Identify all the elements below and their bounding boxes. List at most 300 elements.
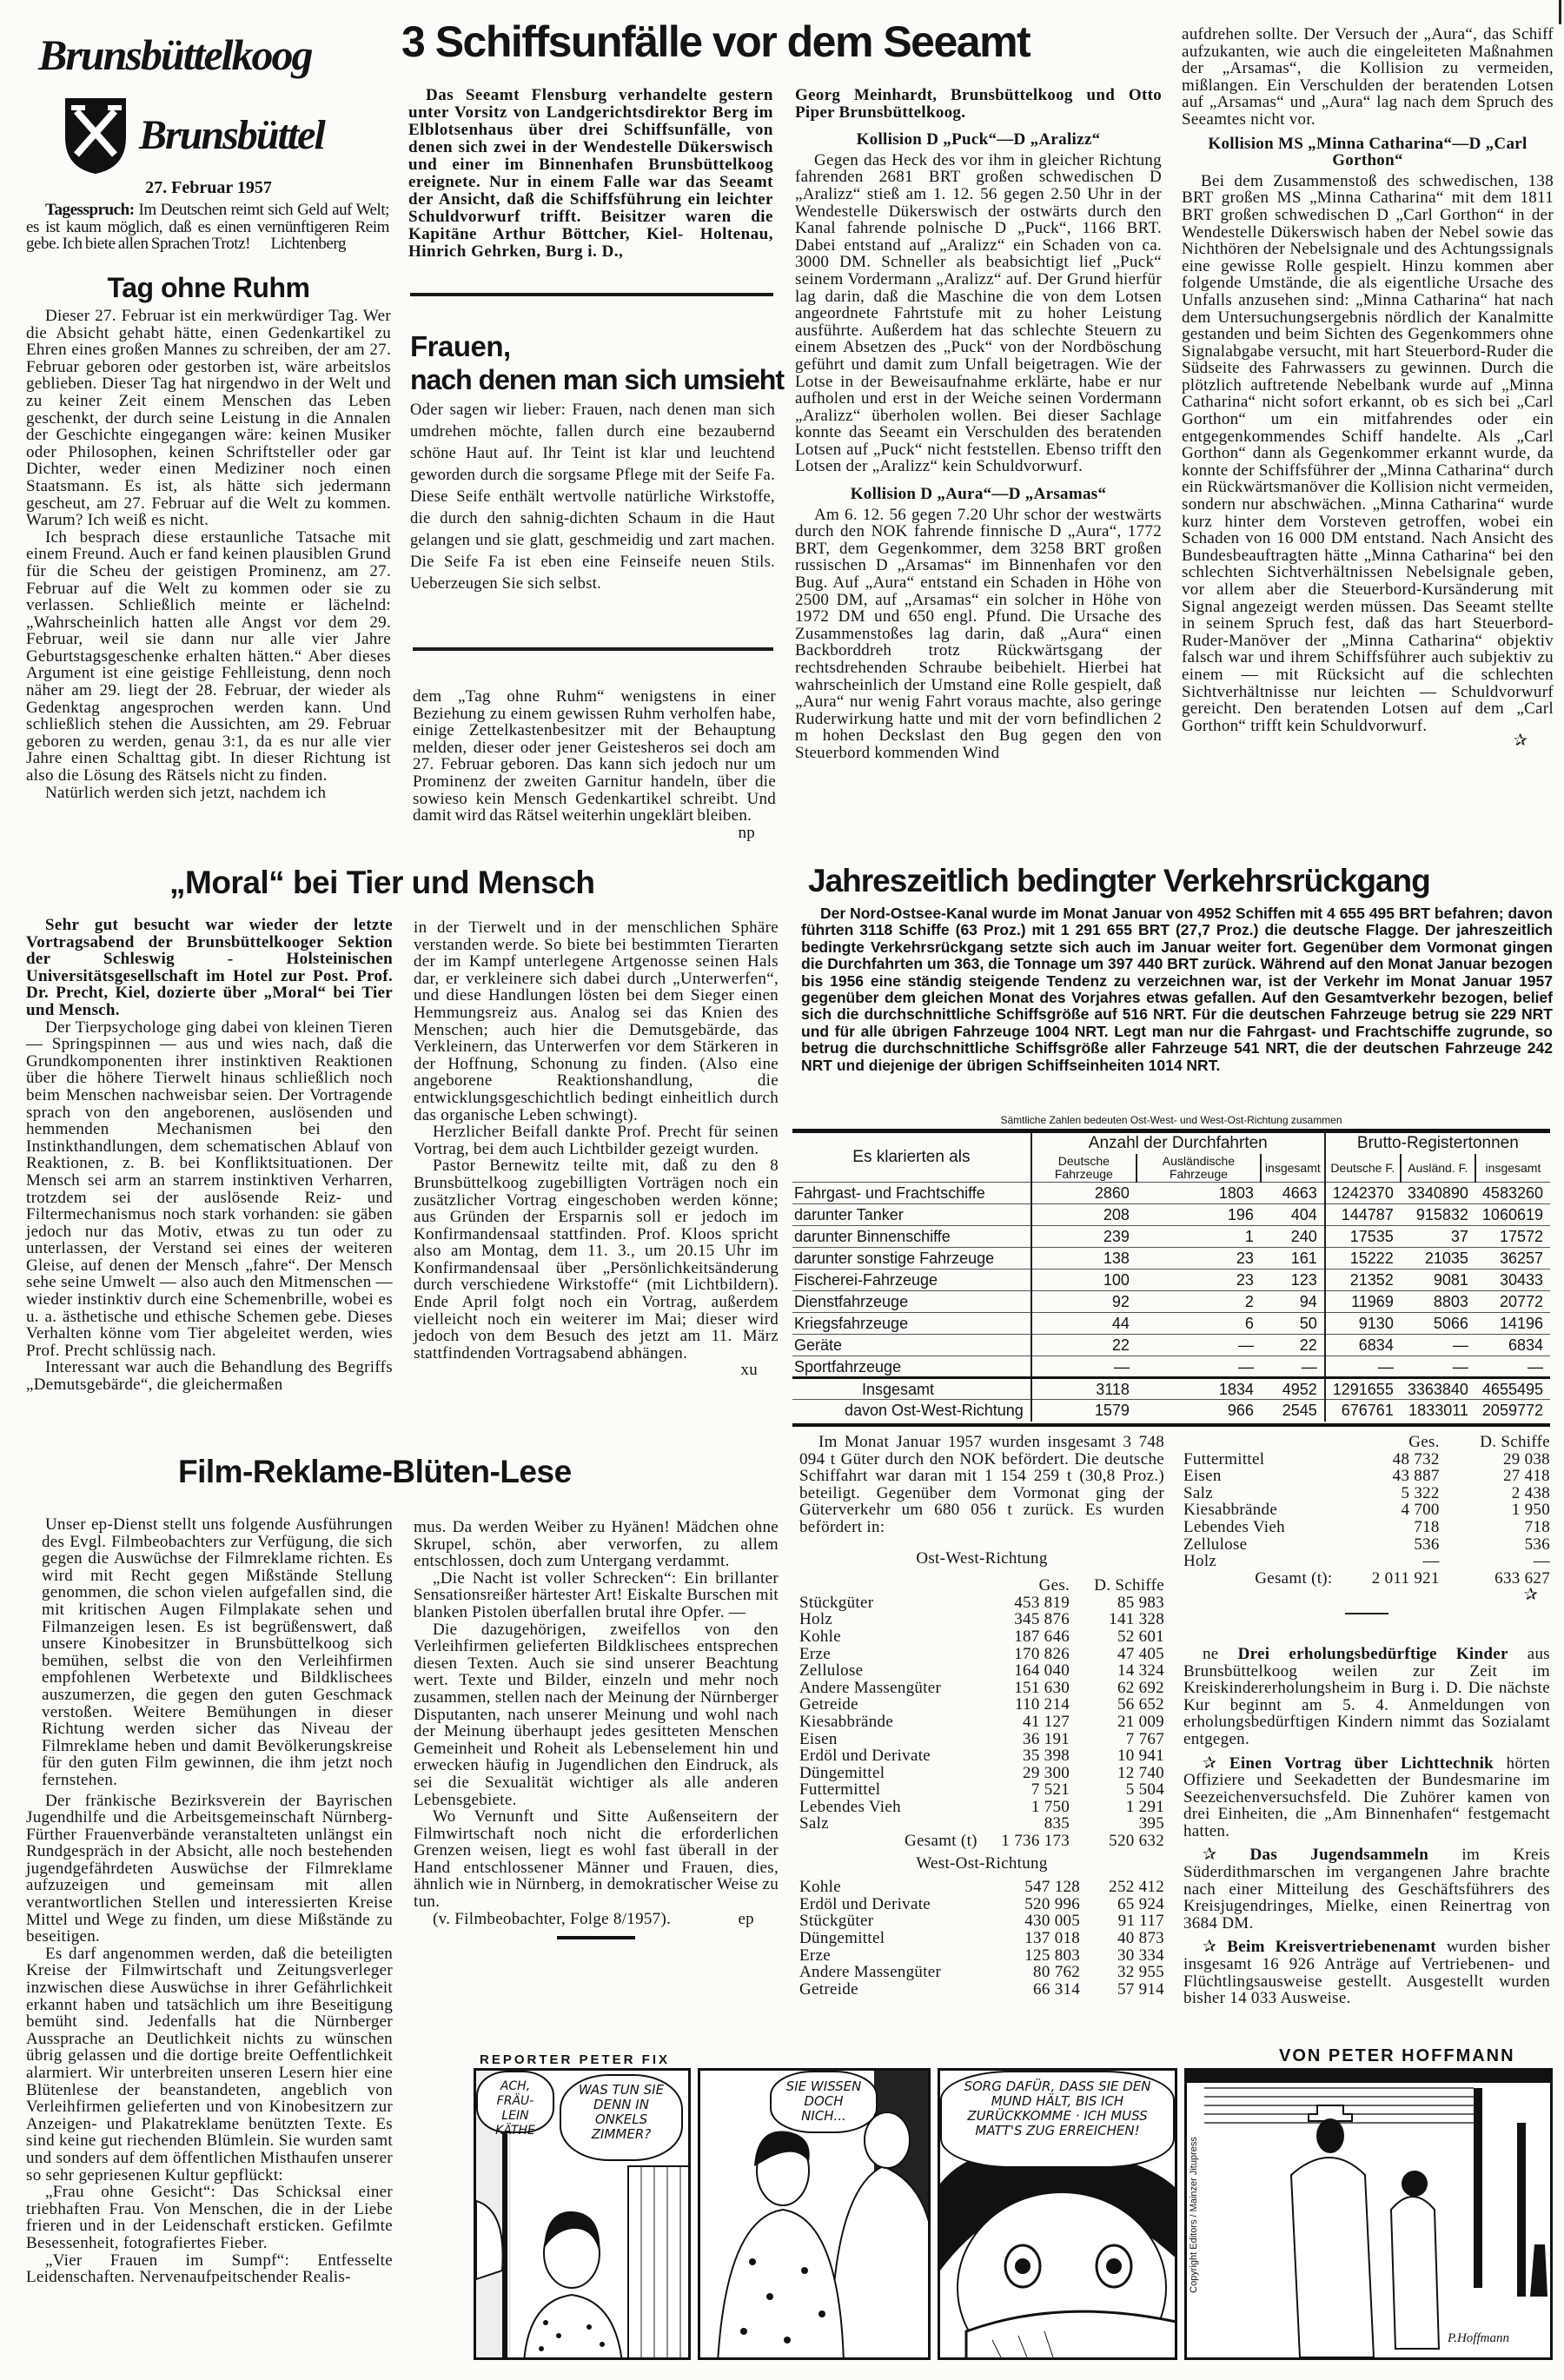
item-value: 187 646 [1014,1627,1070,1646]
item-value: 80 762 [1033,1963,1081,1982]
subheading: Kollision MS „Minna Catharina“—D „Carl Gorthon“ [1208,134,1528,170]
item-value: 43 887 [1392,1467,1440,1486]
statistics-table [792,1114,1550,1427]
paragraph: Wo Vernunft und Sitte Außenseitern der Filmwirtschaft noch nicht die erforderlichen Grenzen weisen, liegt es wohl fast überall in der Hand entschlossener Männer und Frauen, dies, ähnlich wie in Nürnberg, in demokratischer Weise zu tun. [414,1807,779,1912]
item-value: 57 914 [1117,1979,1164,1999]
item-name: Erdöl und Derivate [799,1894,931,1913]
item-value: 85 983 [1117,1593,1164,1612]
item-name: Stückgüter [799,1912,874,1931]
paragraph: „Frau ohne Gesicht“: Das Schicksal einer triebhaften Frau. Von Menschen, die in der Liebe frieren und in der Leidenschaft ersticken. Gefilmte Besessenheit, fotografiertes Fieber. [26,2183,393,2252]
paragraph: dem „Tag ohne Ruhm“ wenigstens in einer Beziehung zu einem gewissen Ruhm verholfen habe, einige Zettelkastenbesitzer mit der Behauptung melden, dieser oder jener Geistesheros sei doch am 27. Februar geboren. Das kann sich jedoch nur um Prominenz der zweiten Garnitur handeln, über die sowieso kein Mensch Gedenkartikel schreibt. Und damit wird das Rätsel weiterhin ungeklärt bleiben. [413,687,776,825]
item-value: 520 996 [1024,1894,1081,1913]
row-label: darunter Binnenschiffe [792,1226,1031,1248]
item-value: 345 876 [1014,1610,1070,1629]
advertisement-fa-soap [410,330,784,595]
news-item [1183,1755,1550,1840]
comic-author: VON PETER HOFFMANN [1279,2046,1515,2065]
table-cell: 1242370 [1325,1183,1401,1204]
item-name: Andere Massengüter [799,1678,942,1697]
paragraph: Es darf angenommen werden, daß die beteiligten Kreise der Filmwirtschaft und Zeitungsverleger inzwischen diese Auswüchse in ihrer Gefährlichkeit erkannt haben und tatsächlich um ihre Beseitigung bemüht sind. Jedenfalls hat die Nürnberger Aussprache an Deutlichkeit nichts zu wünschen übrig gelassen und die dortige breite Oeffentlichkeit alarmiert. Wir unterbreiten unseren Lesern hier eine Blütenlese der beanstandeten, angeblich von Verleihfirmen gelieferten und von Kinobesitzern zur Anzeigen- und Plakatreklame benützten Texte. Es sind keine gut riechenden Blümlein. Sie wurden samt und sonders auf dem öffentlichen Misthaufen unserer so sehr gepriesenen Kultur gepflückt: [26,1944,393,2184]
column-header: Ges. [1038,1576,1070,1595]
list-item [799,1646,1164,1663]
list-item [799,1964,1164,1981]
item-value: 47 405 [1117,1644,1164,1663]
item-value: 7 767 [1125,1729,1164,1748]
item-name: Kiesabbrände [1183,1501,1278,1520]
list-item [799,1628,1164,1646]
row-label: Geräte [792,1335,1031,1356]
table-cell: 17572 [1475,1226,1550,1248]
comic-panel-2 [698,2068,931,2360]
item-value: 4 700 [1401,1501,1440,1520]
artist-signature: P.Hoffmann [1448,2331,1509,2345]
gueter-article-col2 [1183,1434,1550,2014]
item-name: Zellulose [1183,1535,1248,1554]
table-cell: 915832 [1401,1204,1475,1226]
table-cell: — [1261,1356,1325,1378]
table-cell: 138 [1031,1248,1137,1270]
traffic-table [792,1133,1550,1422]
news-text: hörten Offiziere und Seekadetten der Bundesmarine im Seezeichenversuchsfeld. Die Zuhörer kamen von drei Einheiten, die „Am Binnenhafen“ festgemacht hatten. [1183,1754,1550,1840]
table-row [792,1226,1550,1248]
table-cell: 8803 [1401,1291,1475,1313]
item-value: 151 630 [1014,1678,1070,1697]
item-name: Andere Massengüter [799,1963,942,1982]
article-film-col2 [414,1519,779,1948]
list-item [1183,1536,1550,1554]
list-item [1183,1485,1550,1502]
list-item [799,1594,1164,1612]
item-value: — [1422,1552,1440,1571]
table-cell: 6834 [1325,1335,1401,1356]
masthead-title-line2: Brunsbüttel [139,112,324,158]
subheading: Kollision D „Puck“—D „Aralizz“ [856,130,1101,149]
headline-film-reklame: Film-Reklame-Blüten-Lese [178,1454,572,1489]
table-row [792,1400,1550,1422]
table-cell: 50 [1261,1313,1325,1335]
paragraph: Bei dem Zusammenstoß des schwedischen, 138 BRT großen MS „Minna Catharina“ mit dem 1811 BRT großen schwedischen D „Carl Gorthon“ in der Wendestelle Dükerswisch haben der Nebel sowie das Nichthören der Nebelsignale und des Achtungssignals eine gewisse Rolle gespielt. Hinzu kommen aber folgende Umstände, die als eigentliche Ursache des Unfalls anzusehen sind: „Minna Catharina“ hat nach dem Untersuchungsergebnis nördlich der Kanalmitte gestanden und beim Sichten des Gegenkommers ohne Signalabgabe versucht, mit hart Steuerbord-Ruder die Südseite des Fahrwassers zu gewinnen. Durch die plötzlich auftretende Nebelbank wurde auf „Minna Catharina“ nicht sofort erkannt, ob es sich bei „Carl Gorthon“ um ein mitfahrendes oder ein entgegenkommendes Schiff handelte. Als „Carl Gorthon“ dann als Gegenkommer erkannt wurde, da konnte der Schiffsführer der „Minna Catharina“ durch ein Rückwärtsmanöver die Kollision nicht vermeiden, sondern nur abschwächen. „Minna Catharina“ wurde kurz hinter dem Vorsteven getroffen, wobei ein Schaden von 16 000 DM entstand. Nach Ansicht des Bundesbeauftragten hätte „Minna Catharina“ bei den schlechten Sichtverhältnissen Nebelsignale geben, vor allem aber die Steuerbord-Kursänderung mit Signal angezeigt werden müssen. Das Seeamt stellte in seinem Spruch fest, daß das hart Steuerbord-Ruder-Manöver der „Minna Catharina“ objektiv falsch war und ihrem Schiffsführer auch subjektiv zu einem — mit Rücksicht auf die schlechten Sichtverhältnisse nur leichten — Schuldvorwurf gereicht. Den beratenden Lotsen auf dem „Carl Gorthon“ trifft kein Schuldvorwurf. [1182,171,1554,735]
author-initials: xu [740,1361,758,1380]
item-name: Holz [799,1610,833,1629]
tagesspruch-author: Lichtenberg [270,235,346,254]
paragraph: Der fränkische Bezirksverein der Bayrischen Jugendhilfe und die Arbeitsgemeinschaft Nürnberg-Fürther Frauenverbände veranstalteten unlängst ein Rundgespräch in der Absicht, alle noch bestehenden jugendgefährdeten Auswüchse der Filmreklame aufzuzeigen und gemeinsam mit allen verantwortlichen Stellen und interessierten Kreise Mittel und Wege zu finden, um diese Mißstände zu beseitigen. [26,1791,393,1946]
news-bold: Beim Kreisvertriebenenamt [1227,1938,1436,1957]
table-cell: 1291655 [1325,1378,1401,1400]
table-cell: 4655495 [1475,1378,1550,1400]
table-group-header: Anzahl der Durchfahrten [1031,1133,1325,1154]
item-value: 125 803 [1024,1946,1081,1965]
item-name: Stückgüter [799,1593,874,1612]
star-icon: ✰ [1523,1586,1538,1605]
table-cell: 9130 [1325,1313,1401,1335]
table-cell: 208 [1031,1204,1137,1226]
item-value: 835 [1044,1814,1070,1833]
table-cell: 1579 [1031,1400,1137,1422]
paragraph: „Vier Frauen im Sumpf“: Entfesselte Leidenschaften. Nervenaufpeitschender Realis- [26,2251,393,2287]
table-cell: — [1475,1356,1550,1378]
table-cell: 2860 [1031,1183,1137,1204]
comic-title: REPORTER PETER FIX [480,2052,671,2067]
item-value: 65 924 [1117,1894,1164,1913]
masthead [35,26,382,174]
news-item [1183,1939,1550,2006]
table-cell: — [1031,1356,1137,1378]
item-value: — [1533,1552,1550,1571]
item-value: 12 740 [1117,1763,1164,1782]
ad-title-line2: nach denen man sich umsieht [410,364,784,395]
table-cell: 404 [1261,1204,1325,1226]
article-tag-ohne-ruhm [26,271,391,801]
table-cell: 92 [1031,1291,1137,1313]
table-row [792,1291,1550,1313]
table-cell: 94 [1261,1291,1325,1313]
list-item [799,1947,1164,1965]
news-text: im Kreis Süderdithmarschen im vergangenen Jahre brachte nach einer Mitteilung des Geschäftsführers des Kreisjugendringes, Mielke, einen Reinertrag von 3684 DM. [1183,1846,1550,1933]
table-cell: 44 [1031,1313,1137,1335]
table-column-header: Deutsche F. [1325,1154,1401,1183]
item-name: Düngemittel [799,1763,885,1782]
ad-text: Oder sagen wir lieber: Frauen, nach denen man sich umdrehen möchte, fallen durch eine bezaubernd schöne Haut auf. Ihr Teint ist klar und leuchtend geworden durch die sorgsame Pflege mit der Seife Fa. Diese Seife enthält wertvolle natürliche Wirkstoffe, die durch den sahnig-dichten Schaum in die Haut gelangen und sie glatt, geschmeidig und zart machen. Die Seife Fa ist eben eine Feinseife neuen Stils. Ueberzeugen Sie sich selbst. [410,401,775,593]
item-name: Lebendes Vieh [1183,1517,1285,1536]
table-column-header: Ausländ. F. [1401,1154,1475,1183]
item-value: 164 040 [1014,1661,1070,1681]
table-cell: 1 [1137,1226,1261,1248]
item-name: Salz [1183,1483,1213,1502]
table-cell: 22 [1031,1335,1137,1356]
paragraph: Pastor Bernewitz teilte mit, daß zu den 8 Brunsbüttelkoog zugebilligten Vorträgen noch ein zusätzlicher Vortrag eingeschoben werden könne; aus Gründen der Ersparnis soll er jedoch im Konfirmandensaal stattfinden. Prof. Kloos spricht also am Montag, dem 11. 3., um 20.15 Uhr im Konfirmandensaal über „Persönlichkeitsänderung durch verschiedene Wirkstoffe“ (mit Lichtbildern). Ende April folgt noch ein Vortrag, außerdem vielleicht noch ein weiterer im Mai; dieser wird jedoch von dem Besuch des jetzt am 11. März stattfindenden Vortragsabend abhängen. [414,1157,779,1362]
table-cell: 3340890 [1401,1183,1475,1204]
table-cell: 23 [1137,1270,1261,1291]
list-item [799,1662,1164,1680]
item-value: 1 291 [1125,1797,1164,1816]
news-item [1183,1846,1550,1932]
item-value: 252 412 [1109,1878,1164,1897]
item-value: 547 128 [1024,1878,1081,1897]
table-cell: 123 [1261,1270,1325,1291]
paragraph: Gegen das Heck des vor ihm in gleicher Richtung fahrenden 2681 BRT großen schwedischen D „Aralizz“ stieß am 1. 12. 56 gegen 2.50 Uhr in der Wendestelle Dükerswisch der ostwärts durch den Kanal fahrende polnische D „Puck“, 1166 BRT. Dabei entstand auf „Aralizz“ ein Schaden von ca. 3000 DM. Schneller als beabsichtigt lief „Puck“ seinem Vordermann „Aralizz“ auf. Der Grund hierfür lag darin, daß die Maschine die von dem Lotsen angeordnete Fahrtstufe mit zu hoher Leistung ausführte. Außerdem hat das schlechte Steuern zu einem Absetzen des „Puck“ von der Nordböschung geführt und damit zum Unfall beigetragen. Wie der Lotse in der Beweisaufnahme erklärte, habe er nur aufholen und erst in der Weiche seinen Vordermann „Aralizz“ überholen wollen. Bei dieser Sachlage konnte das Seeamt ein Verschulden des beratenden Lotsen auf „Puck“ nicht feststellen. Ebenso trifft den Lotsen der „Aralizz“ kein Schuldvorwurf. [795,150,1162,476]
table-row [792,1356,1550,1378]
item-value: 5 504 [1125,1780,1164,1800]
table-cell: 239 [1031,1226,1137,1248]
item-value: 536 [1524,1535,1550,1554]
table-cell: 3363840 [1401,1378,1475,1400]
paragraph: Dieser 27. Februar ist ein merkwürdiger Tag. Wer die Absicht gehabt hätte, einen Gedenkartikel zu Ehren eines großen Mannes zu schreiben, der am 27. Februar geboren oder gestorben ist, wäre arbeitslos geblieben. Dieser Tag hat nirgendwo in der Welt und zu keiner Zeit einem Menschen das Leben geschenkt, der durch seine Leistung in die Annalen der Geschichte eingegangen wäre: keinen Musiker oder Philosophen, keinen Schriftsteller oder gar Dichter, weder einen Mediziner noch einen Staatsmann. Es ist, als hätte sich jedermann gescheut, am 27. Februar auf die Welt zu kommen. Warum? Ich weiß es nicht. [26,307,391,530]
list-item [799,1781,1164,1799]
item-name: Eisen [799,1729,838,1748]
item-name: Erdöl und Derivate [799,1747,931,1766]
list-item [799,1696,1164,1714]
tag-ohne-ruhm-continuation [413,688,776,841]
paragraph: in der Tierwelt und in der menschlichen Sphäre verstanden werde. So biete bei bestimmten Tierarten der im Kampf unterlegene Artgenosse seinen Hals dar, er verkleinere sich dabei durch „Unterwerfen“, und diese Handlungen lösten bei dem Sieger einen Hemmungsreiz aus. Analog sei das Knien des Menschen; auch hier die Demutsgebärde, das Verkleinern, das Unterwerfen vor dem Stärkeren in der Hoffnung, Schonung zu finden. (Also eine angeborene Reaktionshandlung, die entwicklungsgeschichtlich bedingt einheitlich durch das organische Leben schwingt). [414,918,779,1124]
paragraph: mus. Da werden Weiber zu Hyänen! Mädchen ohne Skrupel, schön, aber verworfen, zu allem entschlossen, doch zum Untergang verdammt. [414,1518,779,1571]
table-cell: 1060619 [1475,1204,1550,1226]
list-item [799,1680,1164,1697]
table-cell: 6834 [1475,1335,1550,1356]
paragraph: Ich besprach diese erstaunliche Tatsache mit einem Freund. Auch er fand keinen plausiblen Grund für die Scheu der geistigen Prominenz, am 27. Februar auf die Welt zu kommen oder sie zu verlassen. Schließlich meinte er lächelnd: „Wahrscheinlich hatten alle Angst vor dem 29. Februar, weil sie dann nur alle vier Jahre Geburtstagsgeschenke erhalten hätten.“ Aber dieses Argument ist eine geistige Fehlleistung, denn noch näher am 29. liegt der 28. Februar, der wieder als Gedenktag angesprochen werden kann. Und schließlich stehen die Aussichten, am 29. Februar geboren zu werden, genau 3:1, da es nur alle vier Jahre einen Schalttag gibt. In dieser Richtung ist also die Lösung des Rätsels nicht zu finden. [26,527,391,786]
list-item [799,1815,1164,1833]
news-item [1183,1646,1550,1748]
west-ost-list [799,1879,1164,1998]
table-cell: 2 [1137,1291,1261,1313]
tagesspruch-text: Im Deutschen reimt sich Geld auf Welt; es ist kaum möglich, daß es einen vernünftigeren Reim gebe. Ich biete allen Sprachen Trotz! [26,201,389,254]
table-cell: 21352 [1325,1270,1401,1291]
table-cell: 30433 [1475,1270,1550,1291]
item-name: Kiesabbrände [799,1712,894,1731]
table-cell: 3118 [1031,1378,1137,1400]
table-row [792,1378,1550,1400]
column-border [1559,0,1561,24]
item-value: 56 652 [1117,1695,1164,1714]
paragraph: Im Monat Januar 1957 wurden insgesamt 3 748 094 t Güter durch den NOK befördert. Die deutsche Schiffahrt war daran mit 1 154 259 t (30,8 Proz.) beteiligt. Gegenüber dem Vormonat ging der Güterverkehr um 680 056 t zurück. Es wurden befördert in: [799,1433,1164,1536]
total-value: 633 627 [1494,1568,1550,1588]
item-value: 5 322 [1401,1483,1440,1502]
comic-panel-3 [938,2068,1177,2360]
source-note [414,1911,779,1928]
list-item [799,1747,1164,1765]
item-name: Getreide [799,1695,858,1714]
gueter-article-col1 [799,1434,1164,1998]
news-bold: Einen Vortrag über Lichttechnik [1229,1754,1494,1773]
table-cell: 196 [1137,1204,1261,1226]
table-cell: — [1137,1356,1261,1378]
list-item [799,1611,1164,1628]
item-value: 35 398 [1023,1747,1070,1766]
table-column-header: Deutsche Fahrzeuge [1031,1154,1137,1183]
list-item [1183,1553,1550,1570]
row-label: Insgesamt [792,1378,1031,1400]
list-item [799,1799,1164,1816]
headline-schiffsunfaelle: 3 Schiffsunfälle vor dem Seeamt [401,17,1031,66]
table-cell: 100 [1031,1270,1137,1291]
author-initials: np [738,823,755,842]
table-cell: 966 [1137,1400,1261,1422]
table-cell: 37 [1401,1226,1475,1248]
item-value: 66 314 [1033,1979,1081,1999]
table-cell: 4952 [1261,1378,1325,1400]
table-cell: 5066 [1401,1313,1475,1335]
west-ost-list-continued [1183,1434,1550,1587]
list-item [799,1879,1164,1896]
item-value: 536 [1414,1535,1440,1554]
item-name: Düngemittel [799,1929,885,1948]
table-row [792,1335,1550,1356]
article-title: Tag ohne Ruhm [107,272,310,303]
schiffsunfaelle-lead: Das Seeamt Flensburg verhandelte gestern unter Vorsitz von Landgerichtsdirektor Berg im Elblotsenhaus über drei Schiffsunfälle, von denen sich zwei in der Wendestelle Dükerswisch und einer im Binnenhafen Brunsbüttelkoog ereignete. Nur in einem Falle war das Seeamt der Ansicht, daß die Schiffsführung ein leichter Schuldvorwurf trifft. Beisitzer waren die Kapitäne Arthur Böttcher, Kiel- Holtenau, Hinrich Gehrken, Burg i. D., [408,86,773,261]
table-row [792,1248,1550,1270]
item-value: 1 750 [1031,1797,1070,1816]
table-cell: 21035 [1401,1248,1475,1270]
table-cell: 4583260 [1475,1183,1550,1204]
paragraph: Am 6. 12. 56 gegen 7.20 Uhr schor der westwärts durch den NOK fahrende finnische D „Aura“, 1772 BRT, dem Gegenkommer, dem 3258 BRT großen russischen D „Arsamas“ im Binnenhafen vor den Bug. Auf „Aura“ entstand ein Schaden in Höhe von 2500 DM, auf „Arsamas“ ein solcher in Höhe von 1972 DM und 650 engl. Pfund. Die Ursache des Zusammenstoßes lag darin, daß „Aura“ einen Backborddreh trotz Rückwärtsgang der rechtsdrehenden Schraube beibehielt. Hierbei hat wahrscheinlich der Umstand eine Rolle gespielt, daß „Aura“ nur wenig Fahrt voraus machte, also geringe Ruderwirkung hatte und mit der vorn befindlichen 2 m hohen Deckslast den Bug gegen den von Steuerbord kommenden Wind [795,505,1162,762]
item-value: 718 [1524,1517,1550,1536]
table-cell: 240 [1261,1226,1325,1248]
table-cell: — [1401,1335,1475,1356]
item-value: 395 [1138,1814,1164,1833]
article-film-col1 [26,1516,393,2286]
paragraph: aufdrehen sollte. Der Versuch der „Aura“, das Schiff aufzukanten, wie auch die eingeleiteten Maßnahmen der „Arsamas“, die Kollision zu vermeiden, mißlangen. Ein Verschulden der beratenden Lotsen auf „Arsamas“ und „Aura“ lag nach dem Spruch des Seeamtes nicht vor. [1182,25,1554,129]
news-prefix: ne [1203,1644,1238,1663]
item-value: 41 127 [1023,1712,1070,1731]
issue-date: 27. Februar 1957 [145,178,272,197]
table-cell: 144787 [1325,1204,1401,1226]
item-name: Holz [1183,1552,1217,1571]
copyright-notice: Copyright Editors / Mainzer Jitupress [1189,2137,1199,2293]
headline-verkehr: Jahreszeitlich bedingter Verkehrsrückgang [808,863,1430,898]
coat-of-arms-icon [61,94,130,176]
paragraph: „Die Nacht ist voller Schrecken“: Ein brillanter Sensationsreißer härtester Art! Eiskalte Burschen mit blanken Pistolen überfallen brutal ihre Opfer. — [414,1568,779,1621]
total-label: Gesamt (t): [1255,1568,1333,1588]
divider [557,1936,635,1939]
list-item [799,1896,1164,1913]
item-value: 36 191 [1023,1729,1070,1748]
list-item [1183,1451,1550,1468]
news-prefix: ✰ [1203,1846,1250,1865]
news-text: wurden bisher insgesamt 16 926 Anträge auf Vertriebenen- und Flüchtlingsausweise gestellt. Ausgestellt wurden bisher 14 033 Ausweise. [1183,1938,1550,2008]
column-header: Ges. [1408,1433,1440,1451]
item-name: Salz [799,1814,829,1833]
divider [410,293,773,296]
item-value: 453 819 [1014,1593,1070,1612]
list-item [799,1714,1164,1731]
table-column-header: insgesamt [1475,1154,1550,1183]
table-cell: 22 [1261,1335,1325,1356]
table-row [792,1270,1550,1291]
row-label: Sportfahrzeuge [792,1356,1031,1378]
table-cell: 2545 [1261,1400,1325,1422]
article-schiffsunfaelle-col3 [795,87,1162,762]
tagesspruch-label: Tagesspruch: [45,201,135,219]
paragraph: Der Tierpsychologe ging dabei von kleinen Tieren — Springspinnen — aus und wies nach, daß die Grundkomponenten ihrer instinktiven Reaktionen über die höhere Tierwelt hinaus schließlich noch beim Menschen nachweisbar seien. Der Vortragende sprach von den angeborenen, auslösenden und hemmenden Mechanismen bei den Instinkthandlungen, dem schematischen Ablauf von Reaktionen, z. B. bei Konfliktsituationen. Der Mensch sei arm an starrem instinktiven Verharren, trotzdem sei der auslösende Reiz- und Filtermechanismus noch stark vorhanden: sie gäben jedoch nur das Motiv, etwas zu tun oder zu unterlassen, der Verstand sei eines der weiteren Gleise, auf denen der Mensch „fahre“. Der Mensch sehe seine Umwelt — also auch den Mitmenschen — wieder instinktiv durch eine Schemenbrille, wobei es u. a. ästhetische und ethische Schemen gebe. Dieses Verhalten könne vom Tier abgeleitet werden, wies Prof. Precht schlüssig nach. [26,1018,393,1360]
list-item [799,1731,1164,1748]
divider [1345,1613,1388,1614]
source: (v. Filmbeobachter, Folge 8/1957). [433,1909,672,1928]
table-column-header: insgesamt [1261,1154,1325,1183]
item-name: Kohle [799,1627,841,1646]
item-name: Erze [799,1946,831,1965]
item-value: 141 328 [1109,1610,1164,1629]
list-title: Ost-West-Richtung [916,1548,1048,1568]
comic-strip [474,2068,1553,2363]
list-item [799,1981,1164,1999]
speech-bubble: SORG DAFÜR, DASS SIE DEN MUND HÄLT, BIS ICH ZURÜCKKOMME · ICH MUSS MATT'S ZUG ERREICHEN! [940,2071,1175,2168]
article-moral-col2 [414,919,779,1379]
schiffsunfaelle-lead-cont: Georg Meinhardt, Brunsbüttelkoog und Otto Piper Brunsbüttelkoog. [795,86,1162,122]
news-text: aus Brunsbüttelkoog weilen zur Zeit im Kreiskindererholungsheim in Burg i. D. Die nächste Kur beginnt am 5. 4. Anmeldungen von erholungsbedürftigen Kindern nimmt das Sozialamt entgegen. [1183,1644,1550,1748]
item-name: Getreide [799,1979,858,1999]
table-cell: 161 [1261,1248,1325,1270]
item-value: 430 005 [1024,1912,1081,1931]
star-icon: ✰ [1513,732,1528,751]
tagesspruch [26,202,389,253]
item-value: 48 732 [1392,1449,1440,1468]
item-value: 7 521 [1031,1780,1070,1800]
row-label: darunter sonstige Fahrzeuge [792,1248,1031,1270]
item-value: 137 018 [1024,1929,1081,1948]
list-item [799,1765,1164,1782]
table-row [792,1204,1550,1226]
table-cell: — [1401,1356,1475,1378]
table-row [792,1183,1550,1204]
item-value: 170 826 [1014,1644,1070,1663]
item-name: Lebendes Vieh [799,1797,901,1816]
table-cell: 4663 [1261,1183,1325,1204]
news-bold: Das Jugendsammeln [1249,1846,1429,1865]
total-value: 1 736 173 [1001,1832,1070,1851]
total-label: Gesamt (t) [905,1832,978,1851]
article-schiffsunfaelle-col4 [1182,25,1554,751]
item-value: 40 873 [1117,1929,1164,1948]
comic-panel-4 [1184,2068,1553,2360]
item-value: 91 117 [1117,1912,1164,1931]
item-name: Futtermittel [1183,1449,1265,1468]
item-value: 62 692 [1117,1678,1164,1697]
list-item [1183,1519,1550,1536]
table-row-header: Es klarierten als [852,1148,971,1166]
item-value: 2 438 [1511,1483,1550,1502]
comic-panel-1 [474,2068,691,2360]
news-prefix: ✰ [1203,1938,1228,1957]
news-bold: Drei erholungsbedürftige Kinder [1237,1644,1508,1663]
speech-bubble: SIE WISSEN DOCH NICH... [770,2071,878,2133]
ost-west-list [799,1577,1164,1850]
list-title: West-Ost-Richtung [916,1853,1048,1873]
table-row [792,1313,1550,1335]
item-value: 27 418 [1502,1467,1550,1486]
table-cell: 9081 [1401,1270,1475,1291]
item-value: 52 601 [1117,1627,1164,1646]
table-cell: 6 [1137,1313,1261,1335]
item-value: 718 [1414,1517,1440,1536]
item-value: 32 955 [1117,1963,1164,1982]
item-value: 1 950 [1511,1501,1550,1520]
table-cell: 1834 [1137,1378,1261,1400]
table-cell: 1803 [1137,1183,1261,1204]
row-label: Fischerei-Fahrzeuge [792,1270,1031,1291]
divider [413,647,773,651]
item-value: 21 009 [1117,1712,1164,1731]
item-name: Kohle [799,1878,841,1897]
item-value: 110 214 [1014,1695,1070,1714]
paragraph: Interessant war auch die Behandlung des Begriffs „Demutsgebärde“, die gleichermaßen [26,1358,393,1395]
table-cell: 2059772 [1475,1400,1550,1422]
list-item [1183,1502,1550,1519]
list-item [1183,1468,1550,1485]
row-label: Dienstfahrzeuge [792,1291,1031,1313]
item-name: Erze [799,1644,831,1663]
item-value: 29 038 [1502,1449,1550,1468]
row-label: davon Ost-West-Richtung [792,1400,1031,1422]
subheading: Kollision D „Aura“—D „Arsamas“ [850,485,1107,504]
speech-bubble: ACH, FRÄU-LEIN KÄTHE [476,2071,554,2133]
total-value: 2 011 921 [1371,1568,1440,1588]
item-name: Futtermittel [799,1780,881,1800]
headline-moral: „Moral“ bei Tier und Mensch [169,865,595,900]
speech-bubble: WAS TUN SIE DENN IN ONKELS ZIMMER? [560,2074,683,2161]
table-cell: 14196 [1475,1313,1550,1335]
table-cell: 17535 [1325,1226,1401,1248]
table-cell: — [1325,1356,1401,1378]
row-label: Fahrgast- und Frachtschiffe [792,1183,1031,1204]
item-name: Zellulose [799,1661,864,1681]
table-caption: Sämtliche Zahlen bedeuten Ost-West- und West-Ost-Richtung zusammen [1000,1114,1342,1126]
table-cell: 11969 [1325,1291,1401,1313]
item-value: 30 334 [1117,1946,1164,1965]
paragraph: Herzlicher Beifall dankte Prof. Precht für seinen Vortrag, bei dem auch Lichtbilder gezeigt wurden. [414,1123,779,1158]
row-label: darunter Tanker [792,1204,1031,1226]
row-label: Kriegsfahrzeuge [792,1313,1031,1335]
column-header: D. Schiffe [1480,1433,1550,1451]
table-cell: 15222 [1325,1248,1401,1270]
